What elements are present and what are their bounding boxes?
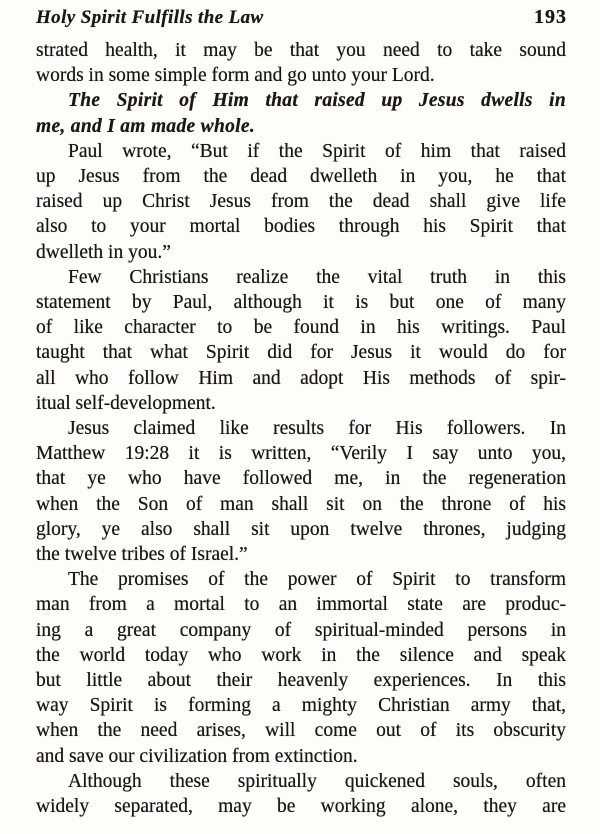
page-body — [36, 38, 566, 819]
text-line: when the need arises, will come out of its obscurity — [36, 720, 566, 742]
text-line: itual self-development. — [36, 392, 216, 414]
text-line: but little about their heavenly experiences. In this — [36, 670, 566, 692]
text-line: widely separated, may be working alone, they are — [36, 796, 566, 818]
page-number: 193 — [534, 6, 567, 28]
text-line: The Spirit of Him that raised up Jesus dwells in — [68, 90, 566, 112]
text-line: Although these spiritually quickened souls, often — [68, 770, 566, 792]
text-line: me, and I am made whole. — [36, 115, 255, 137]
paragraph-paul-quote — [36, 139, 566, 265]
paragraph-although — [36, 769, 566, 819]
text-line: also to your mortal bodies through his Spirit that — [36, 216, 566, 238]
text-line: ing a great company of spiritual-minded persons in — [36, 619, 566, 641]
paragraph-affirmation — [36, 88, 566, 138]
text-line: Paul wrote, “But if the Spirit of him that raised — [68, 140, 566, 162]
text-line: when the Son of man shall sit on the throne of his — [36, 493, 566, 515]
text-line: up Jesus from the dead dwelleth in you, he that — [36, 166, 566, 188]
text-line: words in some simple form and go unto your Lord. — [36, 65, 435, 87]
text-line: and save our civilization from extinction. — [36, 745, 358, 767]
page-header — [36, 6, 567, 29]
text-line: Matthew 19:28 it is written, “Verily I say unto you, — [36, 443, 566, 465]
text-line: dwelleth in you.” — [36, 241, 171, 263]
text-line: taught that what Spirit did for Jesus it would do for — [36, 342, 566, 364]
text-line: raised up Christ Jesus from the dead shall give life — [36, 191, 566, 213]
running-title: Holy Spirit Fulfills the Law — [36, 7, 264, 28]
text-line: statement by Paul, although it is but one of many — [36, 292, 566, 314]
text-line: man from a mortal to an immortal state are produc- — [36, 594, 566, 616]
text-line: the twelve tribes of Israel.” — [36, 544, 248, 566]
text-line: Jesus claimed like results for His followers. In — [68, 418, 566, 440]
text-line: way Spirit is forming a mighty Christian army that, — [36, 695, 566, 717]
text-line: the world today who work in the silence and speak — [36, 644, 566, 666]
paragraph-matthew — [36, 416, 566, 567]
paragraph-promises — [36, 567, 566, 769]
text-line: glory, ye also shall sit upon twelve thrones, judging — [36, 518, 566, 540]
text-line: Few Christians realize the vital truth in this — [68, 266, 566, 288]
text-line: of like character to be found in his writings. Paul — [36, 317, 566, 339]
text-line: all who follow Him and adopt His methods of spir- — [36, 367, 566, 389]
paragraph-continuation — [36, 38, 566, 88]
text-line: The promises of the power of Spirit to transform — [68, 569, 566, 591]
text-line: that ye who have followed me, in the regeneration — [36, 468, 566, 490]
text-line: strated health, it may be that you need to take sound — [36, 40, 566, 61]
paragraph-few-christians — [36, 265, 566, 416]
